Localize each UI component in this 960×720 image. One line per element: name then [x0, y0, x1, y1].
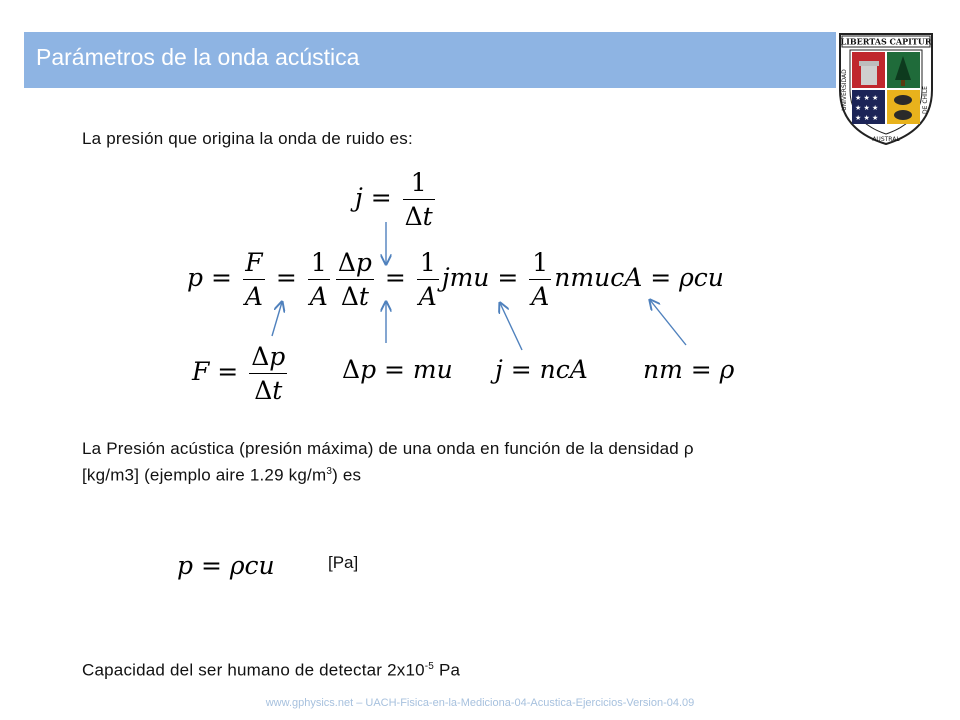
equation-j-definition: j = $\frac{1}{\Delta t}$ [355, 168, 433, 231]
footer-source: www.gphysics.net – UACH-Fisica-en-la-Mediciona-04-Acustica-Ejercicios-Version-04.09 [265, 697, 695, 709]
equation-pressure-chain: p = $\frac{F}{A}$ = $\frac{1}{A}$ $\frac{\Delta p}{\Delta t}$ = $\frac{1}{A}$ jmu = $\frac{1}{A}$ nmucA = ρcu [187, 248, 724, 311]
equation-force: F = $\frac{\Delta p}{\Delta t}$ [192, 342, 286, 405]
acoustic-pressure-paragraph [82, 437, 694, 487]
slide-title: Parámetros de la onda acústica [36, 44, 360, 70]
crest-ring-right: DE CHILE [922, 86, 929, 114]
title-bar [24, 32, 836, 88]
crest-ring-left: UNIVERSIDAD [841, 69, 848, 111]
acoustic-pressure-line2b: ) es [332, 465, 362, 485]
crest-ring-bottom: AUSTRAL [872, 136, 900, 143]
pressure-unit: [Pa] [328, 553, 359, 572]
acoustic-pressure-sup: 3 [326, 466, 333, 477]
intro-text: La presión que origina la onda de ruido es: [82, 129, 413, 148]
acoustic-pressure-line1: La Presión acústica (presión máxima) de una onda en función de la densidad ρ [82, 439, 694, 458]
capacity-sup: -5 [424, 661, 435, 672]
equation-acoustic-pressure: p = ρcu [177, 551, 275, 580]
capacity-text-a: Capacidad del ser humano de detectar 2x10 [82, 660, 425, 680]
equation-momentum: Δp = mu [342, 355, 453, 384]
svg-text:★ ★ ★: ★ ★ ★ [855, 94, 879, 102]
hearing-capacity-text [82, 655, 460, 682]
acoustic-pressure-line2a: [kg/m3] (ejemplo aire 1.29 kg/m [82, 465, 327, 485]
crest-banner: LIBERTAS CAPITUR [840, 36, 932, 47]
equation-flux: j = ncA [495, 355, 588, 384]
svg-text:★ ★ ★: ★ ★ ★ [855, 104, 879, 112]
capacity-text-b: Pa [434, 660, 461, 680]
university-crest-logo [836, 30, 936, 148]
svg-text:★ ★ ★: ★ ★ ★ [855, 114, 879, 122]
equation-density: nm = ρ [643, 355, 735, 384]
